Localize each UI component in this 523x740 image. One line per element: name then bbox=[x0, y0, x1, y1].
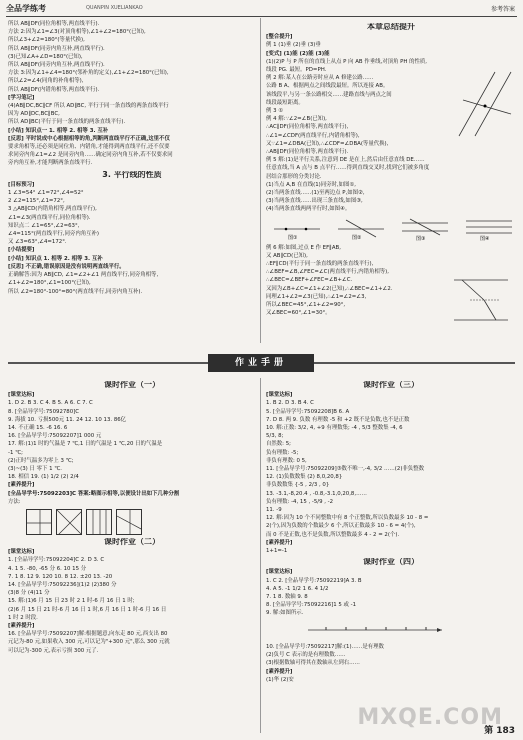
text-line: 又∵∠1=∠DBA(已知),∴∠CDF=∠DBA(等量代换), bbox=[266, 140, 389, 147]
text-line: 所以∠BEC=45°,∠1+∠2=90°, bbox=[266, 302, 346, 309]
text-line: 所以 AB∥DF(内错角相等,两直线平行). bbox=[8, 86, 100, 93]
text-line: 4. 1 5. -80, -65 分 6. 10 15 分 bbox=[8, 565, 87, 572]
text-line: 求同旁内角∠1=∠2 是同旁内角……确定同旁内角互补,若不仅要求同 bbox=[8, 152, 173, 159]
figure-4 bbox=[464, 217, 514, 241]
text-line: (3)根据数轴可得其在数轴从左到右…… bbox=[266, 660, 360, 667]
text-line: [小结] 知识点 1. 相等 2. 相等 3. 互补 bbox=[8, 255, 103, 262]
text-line: [全品导学号:75092203]C 答案:略图示相等,以便设计出如下几种分割 bbox=[8, 490, 180, 497]
figure-1-label: 图① bbox=[288, 234, 298, 241]
text-line: ∴AB∥DF(同位角相等,两直线平行). bbox=[266, 149, 349, 156]
text-line: 方法 3:因为∠1+∠4=180°(邻补角的定义),∠1+∠2=180°(已知), bbox=[8, 70, 169, 77]
lesson-2-title: 课时作业（二） bbox=[104, 538, 160, 547]
text-line: [小结] 知识点一 1. 相等 2. 相等 3. 互补 bbox=[8, 127, 109, 134]
square-figure-1 bbox=[26, 509, 52, 535]
text-line: ∴∠BEC=∠BEF+∠FEC=∠B+∠C. bbox=[266, 277, 353, 284]
figure-3-label: 图③ bbox=[416, 235, 426, 241]
text-line: 例 4 解:∵∠2=∠B(已知), bbox=[266, 116, 327, 123]
text-line: 1. [全品导学号:75092204]C 2. D 3. C bbox=[8, 557, 105, 564]
page-header bbox=[6, 2, 517, 17]
text-line: 9. 海拔 10. 亏损500元 11. 24 12. 10 13. 86亿 bbox=[8, 416, 127, 423]
lesson-2-lines bbox=[8, 548, 256, 655]
text-line: 例 6 解:如图,过点 E 作 EF∥AB, bbox=[266, 244, 341, 251]
text-line: ∴AC∥DF(同位角相等,两直线平行), bbox=[266, 124, 349, 131]
text-line: 12. (1)负数数集 (2) 8,0,20,8} bbox=[266, 474, 343, 481]
square-division-figures bbox=[26, 509, 256, 535]
line-figures-row bbox=[272, 217, 516, 241]
column-divider bbox=[260, 18, 261, 343]
figure-4-label: 图④ bbox=[480, 235, 490, 241]
text-line: (1)当点 A,B 在直线(1)同旁时,如图①, bbox=[266, 181, 356, 188]
text-line: 同理∠1+∠2=∠3(已知),∴∠1=∠2=∠3, bbox=[266, 293, 367, 300]
text-line: ∴∠BEF=∠B,∠FEC=∠C(两直线平行,内错角相等), bbox=[266, 269, 389, 276]
text-line: 居结合那形的分类讨论. bbox=[266, 173, 322, 180]
text-line: 又因为∠B+∠C=∠1+∠2(已知),∴∠BEC=∠1+∠2. bbox=[266, 285, 393, 292]
text-line: 所以 AB∥DF(同旁内角互补,两直线平行). bbox=[8, 45, 105, 52]
text-line: 4. A 5. -1 1/2 1 6. 4 1/2 bbox=[266, 585, 329, 592]
text-line: 16. [全品导学号:75092207]解:根据题意,向东走 80 元,西支出 80 bbox=[8, 631, 168, 638]
text-line: (2)负号 C 表示的是有理数数…… bbox=[266, 652, 346, 659]
text-line: 线段 PG. 最短。PD=PH. bbox=[266, 67, 327, 74]
text-line: 所以 ∠2=180°-100°=80°(两直线平行,同旁内角互补). bbox=[8, 288, 143, 295]
text-line: 因为 AD∥DC,BC∥BC, bbox=[8, 111, 60, 118]
lesson-3-title: 课时作业（三） bbox=[363, 381, 419, 389]
banner-title: 作业手册 bbox=[208, 354, 314, 372]
text-line: (3)当两条直线……出现三条直线,如图③, bbox=[266, 198, 363, 205]
text-line: 11. -9 bbox=[266, 507, 282, 514]
text-line: ∠4=115°(两直线平行,同旁内角互补) bbox=[8, 231, 99, 238]
left-column-top bbox=[8, 20, 256, 296]
text-line: (2)当两条直线……(1)至两边点 P,如图②, bbox=[266, 190, 365, 197]
text-line: 9. 解:如图所示. bbox=[266, 610, 304, 617]
text-line: [素养提升] bbox=[8, 482, 35, 489]
text-line: 5/3, 8; bbox=[266, 433, 284, 440]
text-line: 1. B 2. D 3. B 4. C bbox=[266, 400, 314, 407]
text-line: 自然数: 5; bbox=[266, 441, 291, 448]
lesson-4b-lines bbox=[266, 643, 516, 684]
text-line: (2)正时气温多为零上 3 ℃; bbox=[8, 457, 74, 464]
text-line: 7. 1 8. 12 9. 120 10. 8 12. ±20 13. -20 bbox=[8, 573, 113, 580]
road-diagram bbox=[455, 70, 515, 140]
text-line: 13. -3.1,-8,20.4 , -0.8,-3.1,0,20,8,…… bbox=[266, 490, 367, 497]
text-line: 旁内角互补,才能判断两条直线平行. bbox=[8, 160, 93, 167]
figure-3 bbox=[400, 217, 450, 241]
text-line: 方法 2:因为∠1=∠3(对顶角相等),∠1+∠2=180°(已知), bbox=[8, 29, 146, 36]
text-line: 1. D 2. B 3. C 4. B 5. A 6. C 7. C bbox=[8, 400, 93, 407]
text-line: [素养提升] bbox=[266, 539, 293, 546]
text-line: 而 0 不是正数,也不是负数,所以整数最多 4 - 2 = 2(个). bbox=[266, 531, 400, 538]
text-line: 所以∠2=∠4(同角的补角相等), bbox=[8, 78, 84, 85]
text-line: 要求角相等,还必须是同位角、内错角,才能得到两直线平行,还不仅要 bbox=[8, 144, 170, 151]
text-line: (4)AB∥DC,BC∥CF 所以 AD∥BC, 平行于同一条直线的两条直线平行 bbox=[8, 103, 169, 110]
text-line: 所以 AB∥DF(同旁内角互补,两直线平行). bbox=[8, 62, 105, 69]
text-line: 又 ∠3=63°,∠4=172°. bbox=[8, 239, 67, 246]
page-number: 第 183 bbox=[484, 726, 515, 736]
text-line: [整合提升] bbox=[266, 34, 293, 41]
text-line: 方法: bbox=[8, 498, 21, 505]
text-line: ∠1+∠2=180°,∠1=100°(已知), bbox=[8, 280, 91, 287]
text-line: (2)6 月 15 日 21 时-6 月 16 日 1 时,6 月 16 日 1 时-6 月 16 日 bbox=[8, 606, 167, 613]
text-line: 所以 AD∥BC(平行于同一条直线的两条直线平行). bbox=[8, 119, 126, 126]
lesson-4-title: 课时作业（四） bbox=[363, 558, 419, 567]
figure-1 bbox=[272, 217, 322, 241]
left-top-lines bbox=[8, 20, 256, 127]
text-line: 1. C 2. [全品导学号:75092219]A 3. B bbox=[266, 577, 362, 584]
text-line: 知识点二 ∠1=65°,∠2=63°, bbox=[8, 222, 80, 229]
text-line: 3 △AB∥CD(内错角相等,两直线平行), bbox=[8, 206, 97, 213]
brand-title: 全品学练考 bbox=[6, 4, 46, 13]
text-line: 1 ∠3=54° ∠1=72°,∠4=52° bbox=[8, 190, 84, 197]
text-line: 正确解答:因为 AB∥CD, ∠1=∠2+∠1 两直线平行,同旁角相等, bbox=[8, 272, 159, 279]
text-line: 18. 相信 19. (1) 1/2 (2) 2/4 bbox=[8, 474, 79, 481]
lesson-3-lines bbox=[266, 391, 516, 555]
text-line: 16. [全品导学号:75092207]1 000 元 bbox=[8, 433, 102, 440]
parallel-lines-diagram bbox=[450, 272, 512, 328]
number-line-figure bbox=[306, 620, 446, 638]
square-figure-4 bbox=[116, 509, 142, 535]
text-line: 又 AB∥CD(已知), bbox=[266, 252, 308, 259]
text-line: 10. 解:正数: 3/2, 4, +9 有理数集; -4 , 5/3 整数集 -4, 6 bbox=[266, 425, 403, 432]
text-line: 非负有理数: 0 5, bbox=[266, 457, 307, 464]
text-line: 11. [全品导学号:75092209]③数不唯一,-4, 3/2 ……(2)非负整数 bbox=[266, 466, 424, 473]
figure-2 bbox=[336, 217, 386, 241]
text-line: 17. 解:(1)1 时的气温是 7 ℃,1 日的气温是 1 ℃,20 日的气温是 bbox=[8, 441, 163, 448]
text-line: 2 ∠2=115°,∠1=72°, bbox=[8, 198, 65, 205]
text-line: 元记为-80 元,如果收入 300 元,可以记为"+300 元",那么 300 元就 bbox=[8, 639, 170, 646]
text-line: 例 3 ① bbox=[266, 108, 284, 115]
lesson-1-title: 课时作业（一） bbox=[104, 381, 160, 389]
text-line: 又∠BEC=60°,∠1=30°。 bbox=[266, 310, 331, 317]
left-column-lower bbox=[8, 378, 256, 655]
text-line: 8. [全品导学号:75092780]C bbox=[8, 408, 80, 415]
column-divider-lower bbox=[260, 378, 261, 733]
right-column-lower bbox=[266, 378, 516, 684]
text-line: (1)(2)P 与 P 所在的直线上从点 P 向 AB 作垂线,对顶角 PH 的性质, bbox=[266, 58, 427, 65]
text-line: 1 时 2 时段. bbox=[8, 614, 38, 621]
text-line: 15. 解:(1)6 月 15 日 23 时 2 1 时-6 月 16 日 1 时; bbox=[8, 598, 135, 605]
text-line: [小结提要] bbox=[8, 247, 35, 254]
brand-subtitle: QUANPIN XUELIANKAO bbox=[86, 5, 143, 11]
text-line: 2(个),因为负数的个数最少 6 个,所以正数最多 10 - 6 = 4(个), bbox=[266, 523, 416, 530]
text-line: (1)华 (2)安 bbox=[266, 676, 294, 683]
text-line: 负有理数: -4, 15 , -5/9 , -2 bbox=[266, 498, 334, 505]
text-line: 任意直线,当 A 点与 B 点平行……得到直线交叉时,找到它们被多角度 bbox=[266, 165, 430, 172]
text-line: [课堂达标] bbox=[266, 569, 293, 576]
left-sec3-lines bbox=[8, 181, 256, 296]
text-line: 所以 AB∥DF(同位角相等,两直线平行). bbox=[8, 21, 100, 27]
figure-2-label: 图② bbox=[352, 234, 362, 241]
text-line: [学习笔记] bbox=[8, 94, 35, 101]
lesson-4-lines bbox=[266, 568, 516, 617]
lesson-1b-lines bbox=[8, 481, 256, 506]
square-figure-2 bbox=[56, 509, 82, 535]
text-line: [反思] 不正确,错误原因是没有说明两直线平行。 bbox=[8, 263, 125, 270]
watermark: MXQE.COM bbox=[357, 705, 503, 730]
text-line: 8. [全品导学号:75092216]1 5 或 -1 bbox=[266, 602, 357, 609]
text-line: (4)当两条直线两两平行时,如图④。 bbox=[266, 206, 351, 213]
text-line: [反思] 平时说成中心根据相等的角,判断两直线平行不正确,这里不仅 bbox=[8, 135, 170, 142]
text-line: [课堂达标] bbox=[8, 549, 35, 556]
text-line: 10. [全品导学号:75092217]解:(1)……是有理数 bbox=[266, 643, 384, 650]
text-line: [变式] (1)能 (2)能 (3)能 bbox=[266, 50, 330, 57]
text-line: (3)~(3) 日 零下 1 ℃. bbox=[8, 466, 63, 473]
text-line: (3)8 分 (4)11 分 bbox=[8, 590, 50, 597]
text-line: 7. D 8. 两 9. 负数 有理数 -5 和 +2 既不是负数,也不是正数 bbox=[266, 416, 410, 423]
text-line: [目标预习] bbox=[8, 181, 35, 188]
text-line: ∴EF∥CD(平行于同一条直线的两条直线平行), bbox=[266, 261, 374, 268]
text-line: 14. [全品导学号:75092236](1)2 (2)380 分 bbox=[8, 582, 117, 589]
text-line: 非负数数集 {-5 , 2/3 , 0} bbox=[266, 482, 330, 489]
text-line: 例 1 (1)垂 (2)垂 (3)垂 bbox=[266, 42, 321, 49]
text-line: 线段最短距离。 bbox=[266, 99, 304, 106]
left-top2-lines bbox=[8, 127, 256, 168]
text-line: 负有理数: -5; bbox=[266, 449, 299, 456]
text-line: 14. 不正确 15. -6 16. 6 bbox=[8, 425, 68, 432]
chapter-summary-title: 本章总结提升 bbox=[367, 23, 415, 31]
text-line: 例 2 解:某人在公路旁时应从 A 修建公路…… bbox=[266, 75, 374, 82]
text-line: [素养提升] bbox=[266, 668, 293, 675]
lesson-1-lines bbox=[8, 391, 256, 481]
square-figure-3 bbox=[86, 509, 112, 535]
text-line: ∴∠1=∠CDF(两直线平行,内错角相等), bbox=[266, 132, 360, 139]
text-line: [课堂达标] bbox=[8, 392, 35, 399]
text-line: 公路 B A、根据两点之间线段最短。所以连接 AB。 bbox=[266, 83, 389, 90]
text-line: ∠1=∠3(两直线平行,同位角相等). bbox=[8, 214, 91, 221]
text-line: (3)已知∠A+∠D=180°(已知), bbox=[8, 53, 83, 60]
text-line: 例 5 解:(1)是平行关系,注意到 DE 是在上,然后由任意直线 DE…… bbox=[266, 157, 425, 164]
text-line: 该线段平,与另一条公路相交……建路直线与两点之间 bbox=[266, 91, 392, 98]
text-line: 可以记为-300 元,表示亏损 300 元了. bbox=[8, 647, 99, 654]
text-line: [课堂达标] bbox=[266, 392, 293, 399]
text-line: [素养提升] bbox=[8, 623, 35, 630]
text-line: 所以∠3+∠2=180°(等量代换), bbox=[8, 37, 85, 44]
header-right-label: 参考答案 bbox=[490, 6, 515, 13]
text-line: 1+1=-1 bbox=[266, 548, 288, 555]
text-line: 7. 1 8. 数轴 9. 8 bbox=[266, 594, 308, 601]
section-title-3: 3. 平行线的性质 bbox=[102, 170, 162, 179]
text-line: 5. [全品导学号:75092208]B 6. A bbox=[266, 408, 350, 415]
text-line: 12. 解:因为 10 个不同整数中有 8 个正整数,所以负数最多 10 - 8 = bbox=[266, 515, 429, 522]
text-line: -1 ℃; bbox=[8, 449, 23, 456]
homework-banner bbox=[0, 352, 523, 374]
